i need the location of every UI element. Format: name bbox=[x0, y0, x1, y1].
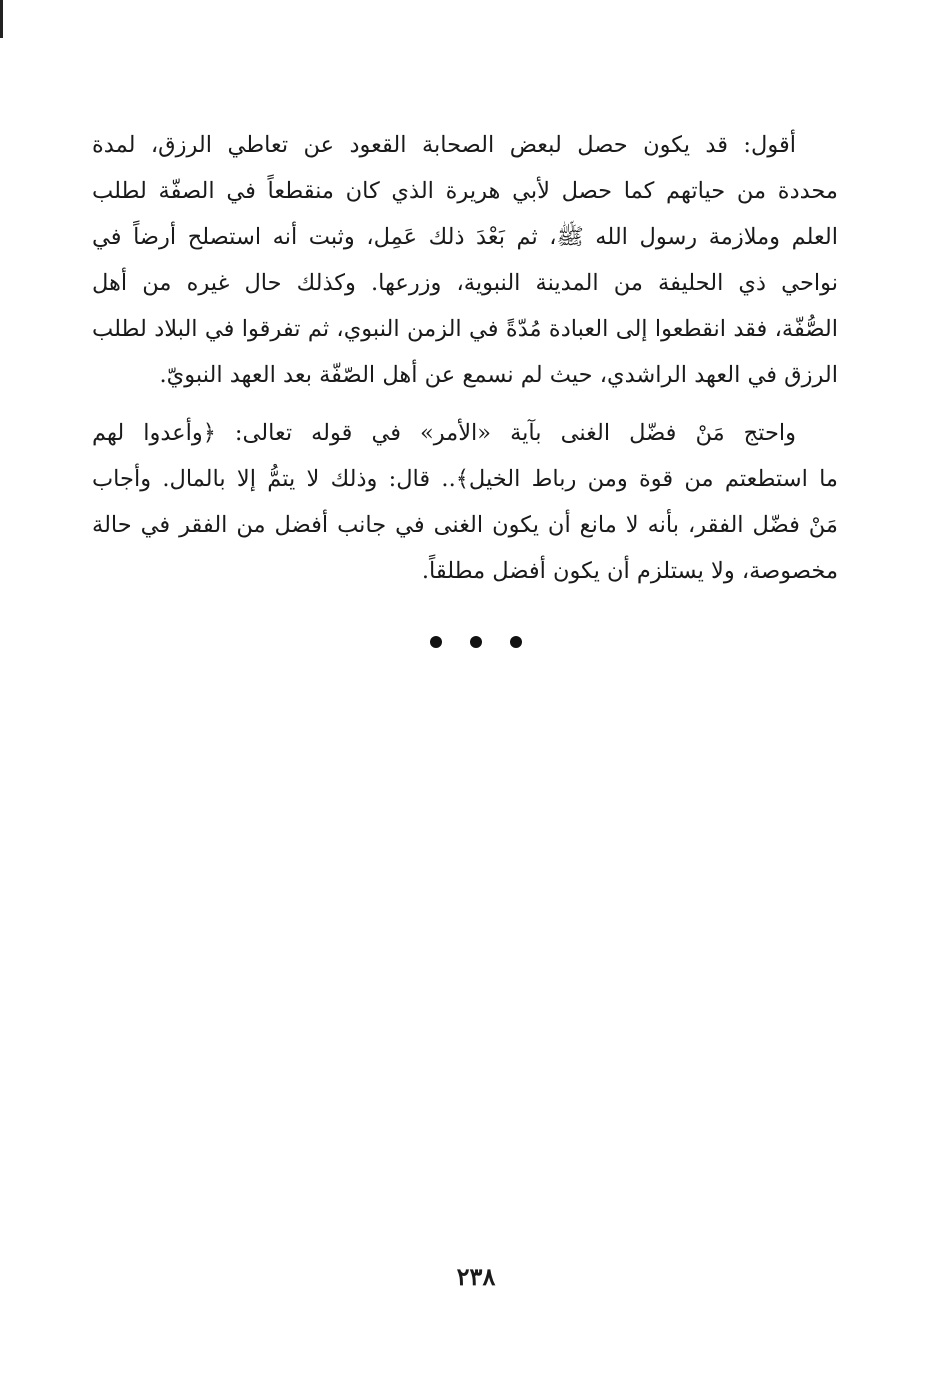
separator-dot-icon bbox=[510, 636, 522, 648]
paragraph-2 bbox=[92, 410, 838, 594]
text-line: محددة من حياتهم كما حصل لأبي هريرة الذي كان منقطعاً في الصفّة لطلب bbox=[92, 178, 838, 204]
page-body bbox=[92, 122, 838, 594]
paragraph-1 bbox=[92, 122, 838, 398]
text-line: الصُّفّة، فقد انقطعوا إلى العبادة مُدّةً في الزمن النبوي، ثم تفرقوا في البلاد لطلب bbox=[92, 316, 838, 342]
text-line: مخصوصة، ولا يستلزم أن يكون أفضل مطلقاً. bbox=[421, 558, 838, 584]
section-separator bbox=[0, 626, 952, 654]
text-line: واحتج مَنْ فضّل الغنى بآية «الأمر» في قوله تعالى: ﴿وأعدوا لهم bbox=[92, 420, 796, 446]
text-line: الرزق في العهد الراشدي، حيث لم نسمع عن أهل الصّفّة بعد العهد النبويّ. bbox=[159, 362, 838, 388]
text-line: أقول: قد يكون حصل لبعض الصحابة القعود عن تعاطي الرزق، لمدة bbox=[92, 132, 796, 158]
separator-dot-icon bbox=[430, 636, 442, 648]
text-line: العلم وملازمة رسول الله ﷺ، ثم بَعْدَ ذلك عَمِل، وثبت أنه استصلح أرضاً في bbox=[92, 224, 838, 250]
page-number: ٢٣٨ bbox=[456, 1262, 496, 1291]
text-line: نواحي ذي الحليفة من المدينة النبوية، وزرعها. وكذلك حال غيره من أهل bbox=[92, 270, 838, 296]
text-line: ما استطعتم من قوة ومن رباط الخيل﴾.. قال: وذلك لا يتمُّ إلا بالمال. وأجاب bbox=[92, 466, 838, 492]
page-edge-mark bbox=[0, 0, 3, 38]
separator-dot-icon bbox=[470, 636, 482, 648]
text-line: مَنْ فضّل الفقر، بأنه لا مانع أن يكون الغنى في جانب أفضل من الفقر في حالة bbox=[92, 512, 838, 538]
